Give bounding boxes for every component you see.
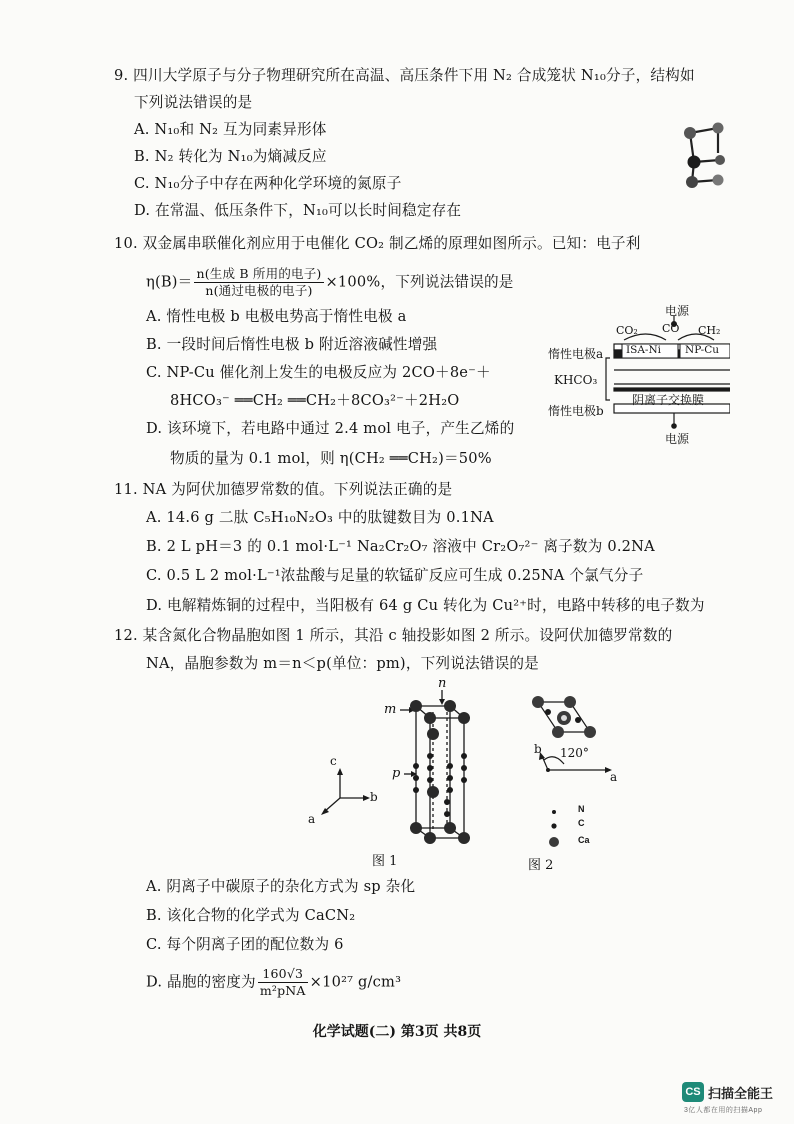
diagram-co-label: CO: [662, 322, 680, 335]
q12-density-numerator: 160√3: [262, 966, 304, 981]
q11-option-a: A. 14.6 g 二肽 C₅H₁₀N₂O₃ 中的肽键数目为 0.1NA: [146, 509, 494, 526]
q10-frac-numerator: n(生成 B 所用的电子): [196, 266, 322, 281]
fig1-caption: 图 1: [372, 854, 398, 869]
diagram-electrode-b-label: 惰性电极b: [548, 404, 604, 418]
q12-option-a: A. 阴离子中碳原子的杂化方式为 sp 杂化: [146, 878, 416, 895]
camscanner-watermark: [682, 1082, 792, 1118]
q10-eta-rhs: ×100%，下列说法错误的是: [325, 273, 514, 291]
q10-efficiency-formula: [146, 266, 514, 299]
q12-option-c: C. 每个阴离子团的配位数为 6: [146, 936, 344, 953]
figure-1-unit-cell: [300, 676, 490, 872]
q10-option-c: C. NP-Cu 催化剂上发生的电极反应为 2CO＋8e⁻＋: [146, 364, 491, 381]
page-footer: 化学试题(二) 第3页 共8页: [312, 1024, 482, 1040]
diagram-electrode-a-label: 惰性电极a: [548, 347, 604, 361]
watermark-brand: 扫描全能王: [708, 1086, 774, 1101]
fig1-m-label: m: [384, 702, 397, 717]
q12-stem-line1: 12. 某含氮化合物晶胞如图 1 所示，其沿 c 轴投影如图 2 所示。设阿伏加德罗常数的: [114, 627, 673, 644]
q10-option-a: A. 惰性电极 b 电极电势高于惰性电极 a: [146, 308, 407, 325]
q11-option-b: B. 2 L pH＝3 的 0.1 mol·L⁻¹ Na₂Cr₂O₇ 溶液中 Cr₂O₇²⁻ 离子数为 0.2NA: [146, 538, 655, 555]
q9-stem-line2: 下列说法错误的是: [134, 94, 253, 111]
fig2-legend-c: C: [578, 818, 585, 828]
diagram-power-bottom: 电源: [665, 432, 690, 446]
q9-option-b: B. N₂ 转化为 N₁₀为熵减反应: [134, 148, 327, 165]
q10-eta-lhs: η(B)＝: [146, 273, 193, 291]
q9-option-a: A. N₁₀和 N₂ 互为同素异形体: [134, 121, 327, 138]
q11-stem: 11. NA 为阿伏加德罗常数的值。下列说法正确的是: [114, 481, 453, 498]
q10-option-c-cont: 8HCO₃⁻ ══CH₂ ══CH₂＋8CO₃²⁻＋2H₂O: [170, 392, 460, 409]
q12-density-fraction: [258, 966, 308, 999]
q10-stem-line1: 10. 双金属串联催化剂应用于电催化 CO₂ 制乙烯的原理如图所示。已知：电子利: [114, 235, 641, 252]
diagram-co2-label: CO₂: [616, 324, 638, 337]
q10-fraction: [194, 266, 323, 299]
diagram-isa-ni-label: ISA-Ni: [626, 344, 662, 356]
q10-option-d-cont: 物质的量为 0.1 mol，则 η(CH₂ ══CH₂)＝50%: [170, 450, 492, 467]
diagram-membrane-label: 阴离子交换膜: [632, 393, 705, 407]
fig2-legend-n: N: [578, 804, 585, 814]
fig2-legend-ca: Ca: [578, 835, 590, 845]
q12-option-d-prefix: D. 晶胞的密度为: [146, 973, 256, 991]
fig2-angle-label: 120°: [560, 746, 589, 760]
q12-stem-line2: NA，晶胞参数为 m＝n＜p(单位：pm)，下列说法错误的是: [146, 655, 539, 672]
q11-option-d: D. 电解精炼铜的过程中，当阳极有 64 g Cu 转化为 Cu²⁺时，电路中转移的电子数为: [146, 597, 705, 614]
watermark-tagline: 3亿人都在用的扫描App: [684, 1107, 763, 1114]
q12-option-d-suffix: ×10²⁷ g/cm³: [309, 973, 402, 991]
q11-option-c: C. 0.5 L 2 mol·L⁻¹浓盐酸与足量的软锰矿反应可生成 0.25NA 个氯气分子: [146, 567, 644, 584]
q9-stem-line1: 9. 四川大学原子与分子物理研究所在高温、高压条件下用 N₂ 合成笼状 N₁₀分子，结构如: [114, 67, 695, 84]
q12-option-b: B. 该化合物的化学式为 CaCN₂: [146, 907, 356, 924]
fig1-axis-c: c: [330, 754, 337, 768]
fig2-axis-b: b: [534, 742, 542, 756]
figure-2-projection: [520, 690, 640, 874]
q9-option-c: C. N₁₀分子中存在两种化学环境的氮原子: [134, 175, 402, 192]
q12-density-denominator: m²pNA: [259, 983, 306, 998]
fig2-caption: 图 2: [528, 858, 554, 873]
diagram-np-cu-label: NP-Cu: [685, 344, 720, 356]
diagram-ch2-label: CH₂: [698, 324, 721, 337]
fig1-n-label: n: [438, 676, 447, 691]
q12-option-d: [146, 966, 401, 999]
q10-option-b: B. 一段时间后惰性电极 b 附近溶液碱性增强: [146, 336, 438, 353]
q10-frac-denominator: n(通过电极的电子): [194, 282, 323, 299]
electrolysis-diagram: [546, 300, 730, 450]
q10-option-d: D. 该环境下，若电路中通过 2.4 mol 电子，产生乙烯的: [146, 420, 515, 437]
diagram-khco3-label: KHCO₃: [554, 373, 598, 387]
fig2-axis-a: a: [610, 770, 618, 784]
fig1-axis-b: b: [370, 790, 378, 804]
diagram-power-top: 电源: [665, 304, 690, 318]
cs-logo-icon: CS: [682, 1082, 704, 1102]
fig1-p-label: p: [392, 766, 401, 781]
fig1-axis-a: a: [308, 812, 316, 826]
n10-molecule-figure: [678, 118, 728, 192]
q9-option-d: D. 在常温、低压条件下，N₁₀可以长时间稳定存在: [134, 202, 462, 219]
